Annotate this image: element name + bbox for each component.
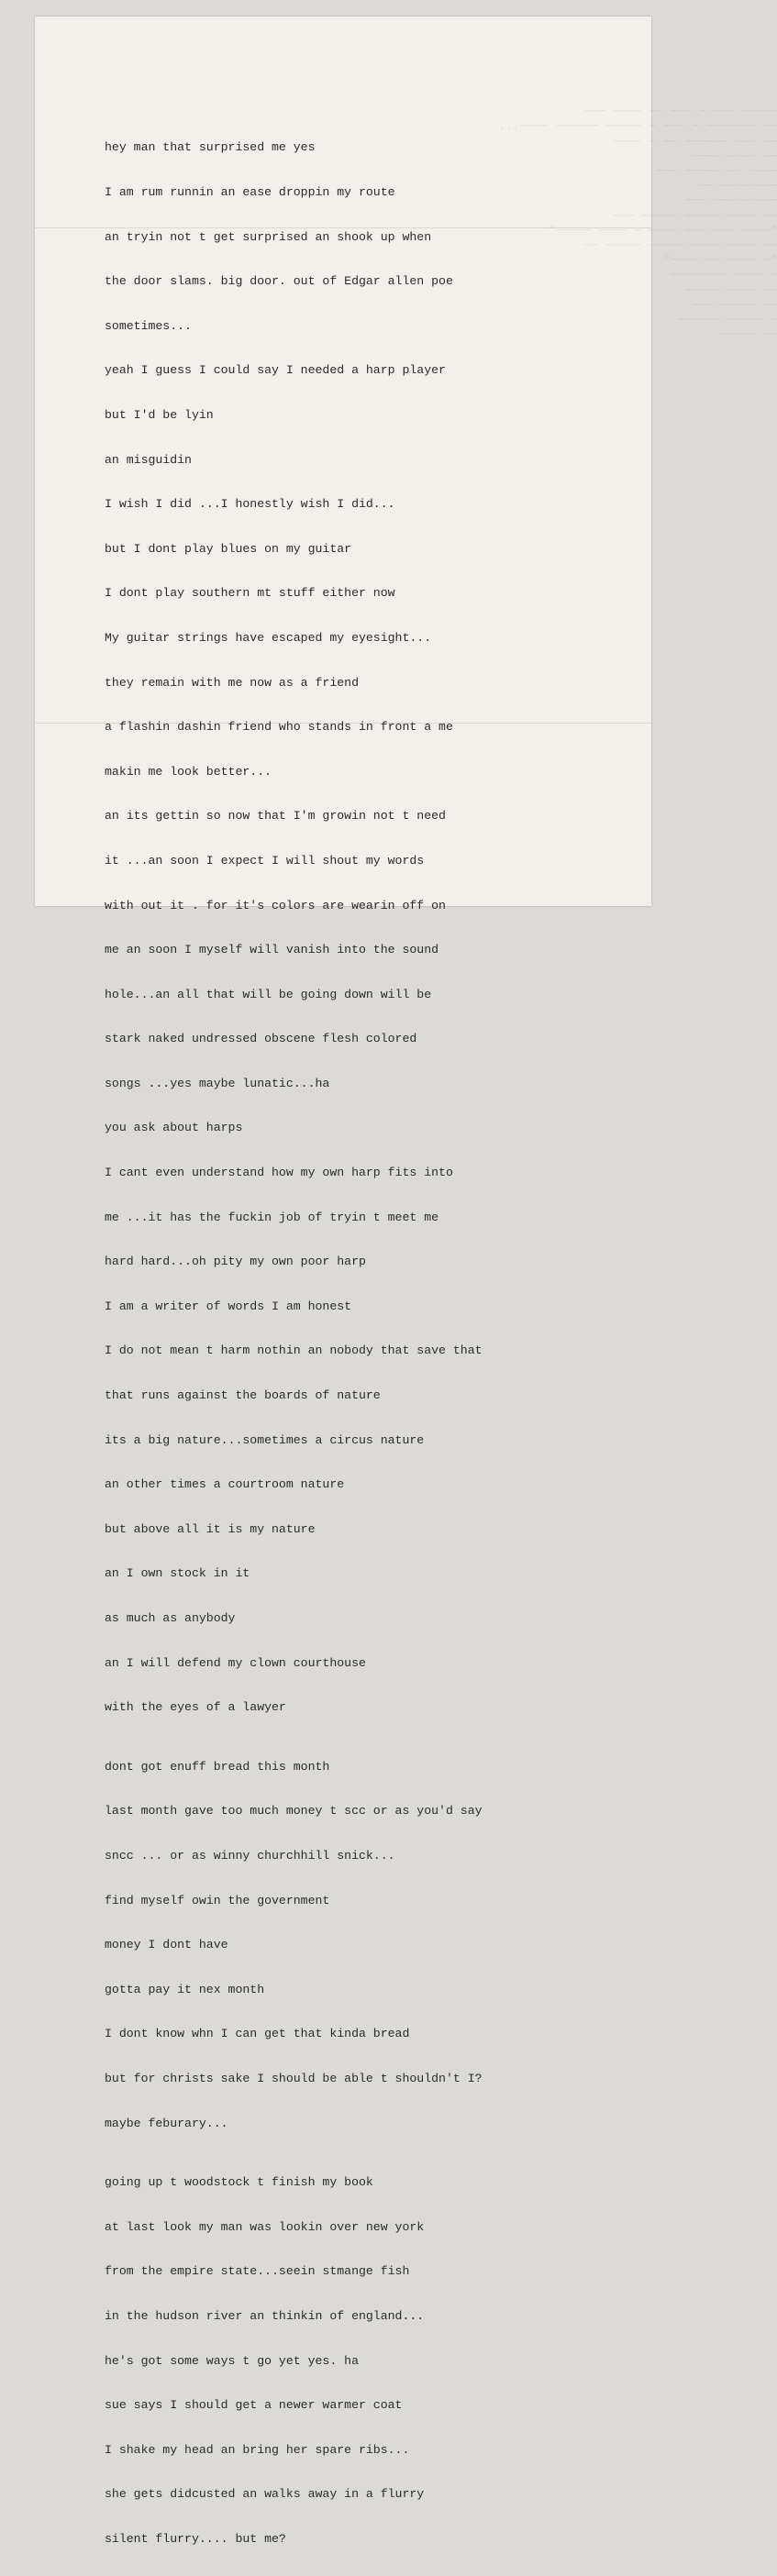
typed-line: I shake my head an bring her spare ribs... [105, 2442, 410, 2457]
typed-text-body [105, 111, 483, 2576]
typed-line: My guitar strings have escaped my eyesight... [105, 630, 432, 645]
typed-line: but above all it is my nature [105, 1521, 316, 1536]
typed-line: I wish I did ...I honestly wish I did... [105, 497, 395, 512]
typed-line: last month gave too much money t scc or as you'd say [105, 1804, 483, 1819]
typed-line: maybe feburary... [105, 2116, 228, 2130]
typed-line: going up t woodstock t finish my book [105, 2175, 373, 2190]
typed-line: sometimes... [105, 318, 192, 333]
typed-line: I am a writer of words I am honest [105, 1299, 352, 1313]
typed-line: you ask about harps [105, 1121, 243, 1135]
typed-line: with out it . for it's colors are wearin off on [105, 898, 446, 912]
typed-line: a flashin dashin friend who stands in front a me [105, 720, 453, 735]
typed-line: I am rum runnin an ease droppin my route [105, 185, 395, 199]
typed-line: but I'd be lyin [105, 407, 214, 422]
typed-line: an misguidin [105, 452, 192, 467]
typed-line: I do not mean t harm nothin an nobody that save that [105, 1343, 483, 1358]
typed-line: hard hard...oh pity my own poor harp [105, 1255, 366, 1269]
typed-line: its a big nature...sometimes a circus nature [105, 1432, 425, 1447]
typed-line: yeah I guess I could say I needed a harp player [105, 363, 446, 378]
typed-line: an its gettin so now that I'm growin not t need [105, 809, 446, 824]
typed-line: hey man that surprised me yes [105, 140, 316, 155]
reverse-side-bleed-through: ~~~~~ ~~~ ~ ~~~ ~~ ~~~~ ~~~ ~~ ~~~~~~~ ~ ~~~ ~ ~~~~~ ~~~~~~ ~~~~... ~~ ~~~ ~~~~~~ ~~ ~ ~~~~ ~~ ~~~~ ~~~~ ~~~~ ~~ ~~~~~ ~~~ ~~~~~~~~ ~~ ~~~~~~~~~ ~~~ ~~ ~~~~ ~~~~~ ~~~~~ ~~~ "~~~~ ~~~ ~~~ ~~~~ ~ ~~~~ ~~~~~" ~~ ~~~~ ~~~~ ~~~~~ ~~~~~ ~~ "~ ~~~~ ~~ ~~~~" ~ ~~~~ ~~~~~~~~ ~~ ~~~~ ~~~~~ ~~ ~~~~~ ~~~ ~ ~~~~~ ~~~~~~ ~~ ~~~~~ [498, 105, 777, 342]
typed-line: an tryin not t get surprised an shook up when [105, 229, 432, 244]
typed-line: money I dont have [105, 1938, 228, 1952]
typed-line: dont got enuff bread this month [105, 1759, 330, 1774]
typed-line: he's got some ways t go yet yes. ha [105, 2353, 359, 2368]
typed-line: but I dont play blues on my guitar [105, 541, 352, 556]
typed-line: at last look my man was lookin over new york [105, 2219, 425, 2234]
typed-line: the door slams. big door. out of Edgar allen poe [105, 274, 453, 289]
typed-line: they remain with me now as a friend [105, 675, 359, 690]
typed-line: silent flurry.... but me? [105, 2531, 286, 2546]
typed-line: stark naked undressed obscene flesh colored [105, 1032, 417, 1046]
typed-line: gotta pay it nex month [105, 1982, 265, 1996]
typed-line: she gets didcusted an walks away in a flurry [105, 2487, 425, 2502]
typed-line: but for christs sake I should be able t shouldn't I? [105, 2071, 483, 2085]
typed-line: sue says I should get a newer warmer coat [105, 2398, 403, 2413]
typed-line: it ...an soon I expect I will shout my words [105, 853, 425, 868]
typed-line: from the empire state...seein stmange fish [105, 2264, 410, 2279]
typed-line: as much as anybody [105, 1611, 236, 1625]
typed-line: an other times a courtroom nature [105, 1477, 345, 1492]
typed-line: songs ...yes maybe lunatic...ha [105, 1076, 330, 1090]
typed-line: sncc ... or as winny churchhill snick... [105, 1848, 395, 1863]
typed-letter-page [35, 17, 777, 2546]
typed-line: with the eyes of a lawyer [105, 1700, 286, 1715]
typed-line: me ...it has the fuckin job of tryin t meet me [105, 1210, 439, 1224]
typed-line: hole...an all that will be going down will be [105, 987, 432, 1001]
typed-line: find myself owin the government [105, 1893, 330, 1907]
typed-line: I dont know whn I can get that kinda bread [105, 2027, 410, 2041]
typed-line: in the hudson river an thinkin of england... [105, 2308, 425, 2323]
typed-line: an I will defend my clown courthouse [105, 1655, 366, 1670]
typed-line: makin me look better... [105, 764, 272, 779]
typed-line: I cant even understand how my own harp fits into [105, 1166, 453, 1180]
typed-line: that runs against the boards of nature [105, 1388, 381, 1403]
typed-line: me an soon I myself will vanish into the sound [105, 943, 439, 957]
typed-line: I dont play southern mt stuff either now [105, 586, 395, 601]
typed-line: an I own stock in it [105, 1566, 250, 1581]
